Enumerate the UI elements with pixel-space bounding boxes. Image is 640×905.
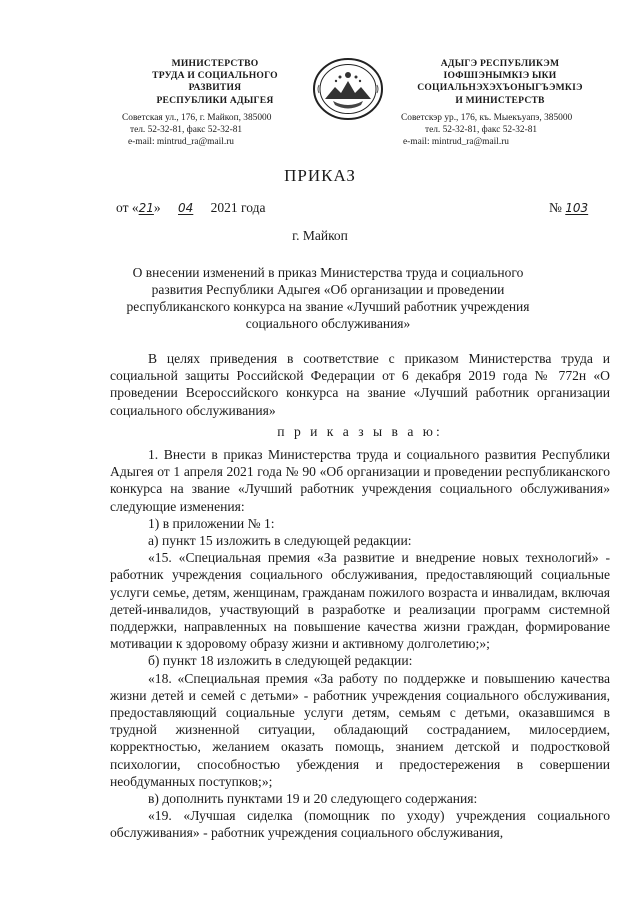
paragraph: а) пункт 15 изложить в следующей редакции: (148, 533, 412, 549)
preamble: В целях приведения в соответствие с приказом Министерства труда и социальной защиты Российской Федерации от 6 декабря 2019 года № 772н «О проведении Всероссийского конкурса на звание «Лучший работник организации социального обслуживания» (110, 351, 610, 418)
coat-of-arms-icon (311, 57, 385, 121)
email-ru: e-mail: mintrud_ra@mail.ru (128, 137, 234, 148)
document-title: ПРИКАЗ (284, 166, 356, 185)
paragraph: в) дополнить пунктами 19 и 20 следующего содержания: (148, 791, 478, 807)
paragraph: «18. «Специальная премия «За работу по поддержке и повышению качества жизни детей и семей с детьми» - работник учреждения социального обслуживания, предоставляющий социальные услуги детям, семьям с детьми, оказавшимся в трудной жизненной ситуации, обладающий состраданием, милосердием, корректностью, желанием оказать помощь, знанием детской и подростковой психологии, способностью убеждения и предостережения в совершении необдуманных поступков;»; (110, 670, 610, 789)
address-ady: Советскэр ур., 176, къ. Мыекъуапэ, 385000 (401, 112, 573, 123)
paragraph: «19. «Лучшая сиделка (помощник по уходу) учреждения социального обслуживания» - работник учреждения социального обслуживания, (110, 808, 610, 841)
phone-ru: тел. 52-32-81, факс 52-32-81 (130, 125, 243, 136)
order-subject: О внесении изменений в приказ Министерства труда и социального развития Республики Адыгея «Об организации и проведении республиканского конкурса на звание «Лучший работник учреждения социального обслуживания» (126, 265, 530, 331)
paragraph: 1. Внести в приказ Министерства труда и социального развития Республики Адыгея от 1 апреля 2021 года № 90 «Об организации и проведении республиканского конкурса на звание «Лучший работник учреждения социального обслуживания» следующие изменения: (110, 447, 610, 514)
order-number-value: 103 (565, 201, 589, 215)
order-word: п р и к а з ы в а ю: (277, 423, 443, 439)
order-number: № 103 (549, 200, 589, 215)
paragraph: «15. «Специальная премия «За развитие и внедрение новых технологий» - работник учреждения социального обслуживания, предоставляющий социальные услуги семье, детям, женщинам, гражданам пожилого возраста и инвалидам, включая детей-инвалидов, участвующий в разработке и реализации программ системной поддержки, направленных на повышение качества жизни граждан, формирование мотивации к здоровому образу жизни и активному долголетию;»; (110, 550, 610, 652)
email-ady: e-mail: mintrud_ra@mail.ru (403, 137, 509, 148)
order-body (110, 350, 610, 842)
date-year: 2021 года (210, 200, 266, 215)
date-month: 04 (178, 201, 194, 215)
ministry-name-ady: АДЫГЭ РЕСПУБЛИКЭМ ІОФШІЭНЫМКІЭ ЫКИ СОЦИАЛЬНЭХЭХЪОНЫГЪЭМКІЭ И МИНИСТЕРСТВ (417, 58, 583, 106)
date-day: 21 (138, 201, 154, 215)
ministry-name-ru: МИНИСТЕРСТВО ТРУДА И СОЦИАЛЬНОГО РАЗВИТИЯ РЕСПУБЛИКИ АДЫГЕЯ (152, 58, 278, 106)
paragraph: б) пункт 18 изложить в следующей редакции: (148, 653, 413, 669)
paragraph: 1) в приложении № 1: (148, 515, 275, 531)
order-date: от «21» 04 2021 года (116, 200, 266, 215)
phone-ady: тел. 52-32-81, факс 52-32-81 (425, 125, 538, 136)
city: г. Майкоп (292, 228, 348, 243)
contact-block-ru (120, 112, 310, 149)
address-ru: Советская ул., 176, г. Майкоп, 385000 (122, 112, 272, 123)
header-left (120, 58, 310, 148)
header-right (395, 58, 605, 148)
contact-block-ady (395, 112, 605, 149)
